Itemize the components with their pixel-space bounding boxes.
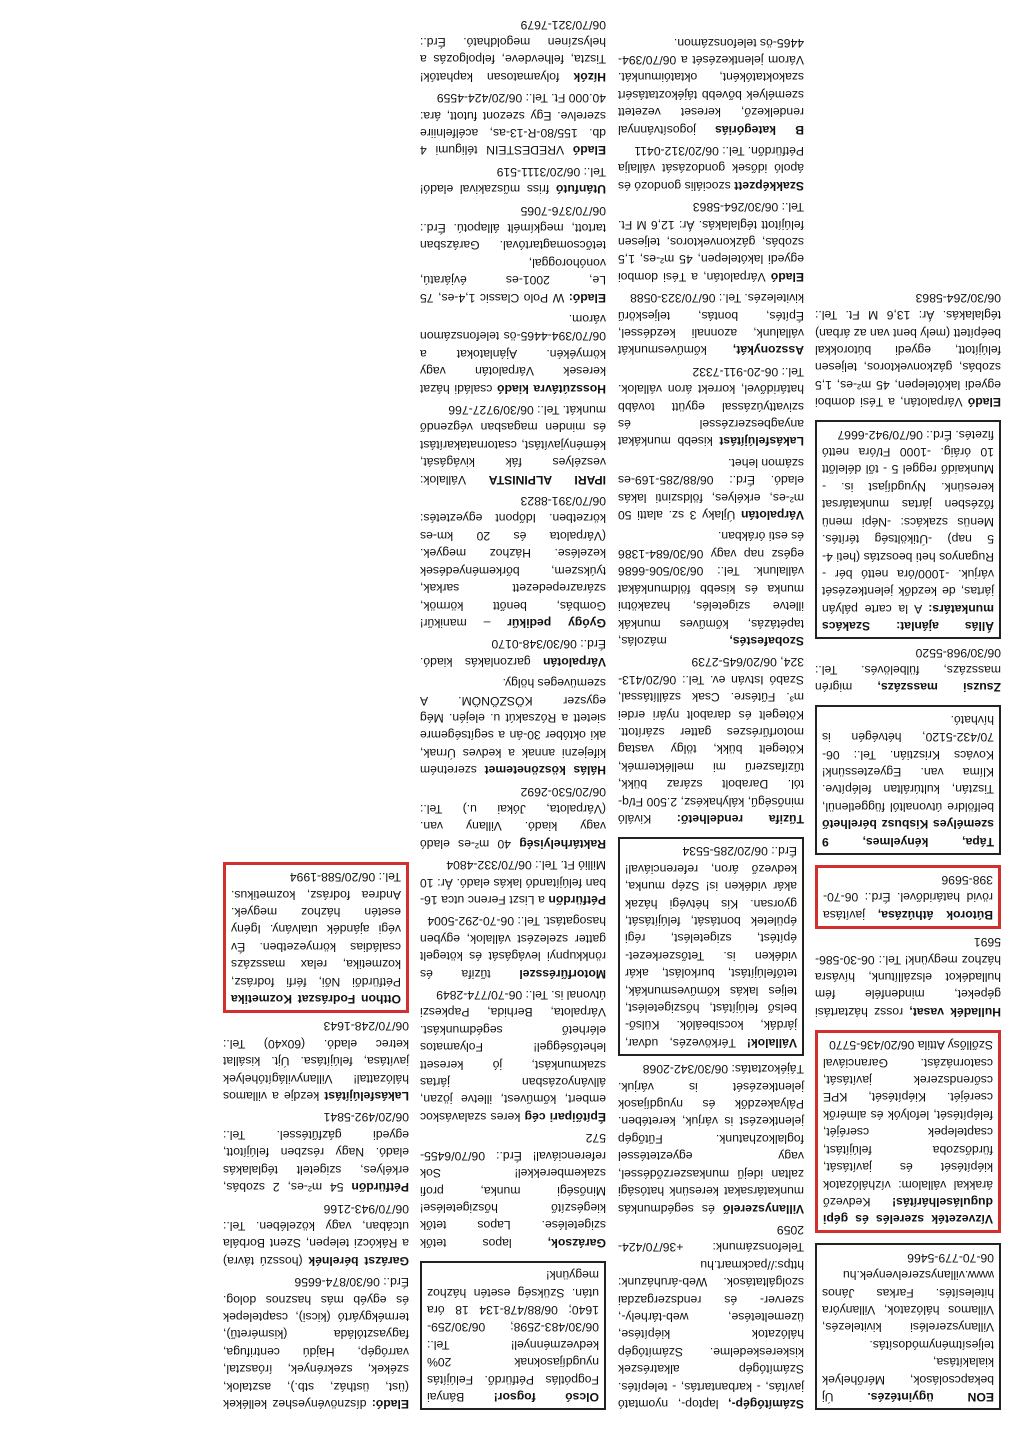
ad-text: lapos tetők szigetelése. Lapos tetők kiegészítő hőszigetelése! Minőségi munka, profi szakemberekkel! Sok referenciával! Érd.: 06/70/6455-572	[420, 1131, 606, 1250]
ad-lakasfelujitas-villamos	[223, 1017, 409, 1104]
ad-text: Kedvező árakkal vállalom: vízhálózatok kiépítését és javítását, fürdőszoba felújítást, csaptelepek cseréjét, felépítését, lefolyók és almérők cseréjét. Kiépítését, KPE csőrendszerek javítását, csatornázást. Garanciával Szőllősy Attila 06/20/436-5770	[823, 1038, 993, 1209]
ad-heading: Villanyszerelő	[722, 1201, 804, 1216]
ad-raktarhelyiseg	[420, 782, 606, 852]
ad-text: Új bekapcsolások, Mérőhelyek kialakítása, teljesítménymódosítás. Villanyszerelési kivitelezés, Villamos hálózatok, Villanyóra hitelesítés. Farkas János www.villanyszerelvenyek.hu 06-70-779-5466	[821, 1250, 994, 1404]
ad-heading: Lakásfelújítást	[719, 434, 804, 449]
ad-text: Vállalok: veszélyes fák kivágását, kéményjavítást, csatornatakarítást és minden magasban végzendő munkát. Tel.: 06/30/9727-766	[419, 403, 606, 487]
ad-text: garzonlakás kiadó. Érd.: 06/30/348-0170	[419, 637, 606, 669]
ad-text: (hosszú távra) a Rákóczi telepen, Szent Borbála utcában, vagy közelében. Tel.: 06/70/943-2166	[222, 1201, 409, 1268]
ad-heading: Utánfutó	[555, 182, 606, 197]
ad-text: javítása rövid határidővel. Érd.: 06-70-398-5696	[823, 873, 993, 922]
ad-text: dísznövényeshez kellékek (üst, üstház, stb.), asztalok, székek, szekrények, íróasztal, varrógép, Hajdú centrifuga, fagyasztóláda (kisméretű), termékgyártó (kicsi), csaptelepek és egyéb más hasznos dolog. Érd.: 06/30/874-6656	[222, 1275, 409, 1411]
ad-text: Bányai Fogpótlás Pétfürdő. Felújítás nyugdíjasoknak 20% kedvezménnyel! Tel.: 06/30/483-2598; 06/30/259-1640; 06/88/478-134 18 óra után. Szükség esetén házhoz megyünk!	[427, 1268, 599, 1404]
ad-varpalotan-lakas	[618, 453, 804, 523]
ad-text: 54 m²-es, 2 szobás, erkélyes, szigetelt téglalakás eladó. Nagy részben felújított, egyedi gázfűtéssel. Tel.: 06/20/492-5841	[223, 1110, 409, 1195]
ad-text: W Polo Classic 1,4-es, 75 Le, 2001-es évjáratú, vonóhoroggal, tetőcsomagtartóval. Garázsban tartott, megkímélt állapotú. Érd.: 06/70/376-7065	[420, 203, 606, 305]
ad-text: – manikűr! Gombás, benőtt körmök, szárazrepedezett sarkak, tyúkszem, bőrkeményedések kezelése. Házhoz megyek. (Várpalota és 20 km-es körzetben. Időpont egyeztetés: 06/70/391-8823	[420, 494, 606, 630]
ad-heading: Asszonykát,	[732, 343, 804, 358]
ad-butorok-athuzasa	[815, 865, 1001, 929]
ad-heading: Hízók	[573, 69, 606, 84]
ad-text: szociális gondozó és ápoló idősek gondozását vállalja Pétfürdőn. Tel.: 06/20/312-0411	[618, 143, 804, 193]
ad-heading: Lakásfelújítást	[324, 1089, 409, 1104]
ad-column-3	[420, 11, 606, 1412]
ad-text: Várpalotán, a Tési domboi egyedi lakótelepen, 45 m²-es, 1,5 szobás, gázkonvektoros, teljesen felújított, egyedi bútorokkal beépített (mely bent van az árban) téglalakás. Ár: 13,6 M Ft. Tel.: 06/30/264-5863	[815, 290, 1001, 410]
ad-text: laptop-, nyomtató javítás, - karbantartás, - telepítés. Számítógép alkatrészek kiskereskedelme. Számítógép hálózatok kiépítése, üzemeltetése, web-tárhely-, szerver- és rendszergazdai szolgáltatások. Web-áruházunk: https://packmart.hu Telefonszámunk: +36/70/424-2059	[618, 1222, 804, 1411]
ad-elado-tesi-domb	[618, 198, 804, 285]
ad-heading: Építőipari cég	[524, 1109, 606, 1124]
ad-text: kőművesmunkát vállalunk, azonnali kezdéssel, Építés, bontás, teljeskörű kivitelezés. Tel.: 06/70/323-0588	[618, 291, 804, 358]
ad-garzonlakas	[420, 635, 606, 670]
ad-text: VREDESTEIN téligumi 4 db. 155/80-R-13-as, acélfelniire szerelve. Egy szezont futott, ára: 40.000 Ft. Tel.: 06/20/424-4559	[420, 91, 606, 158]
ad-heading: B kategóriás	[715, 122, 804, 137]
ad-olcso-fogsor	[420, 1261, 606, 1410]
ad-heading: Gyógy pedikűr	[507, 615, 606, 630]
ad-hosszutavra-kiado	[420, 310, 606, 397]
ad-column-2	[618, 29, 804, 1412]
ad-heading: Zsuzsi masszázs,	[877, 680, 1001, 695]
ad-heading: Tápa, kényelmes, 9 személyes Kisbusz bérelhető	[822, 817, 994, 849]
ad-szamitogep-javitas	[618, 1221, 804, 1412]
ad-heading: Vállalok!	[746, 1035, 797, 1050]
ad-heading: Vízvezeték szerelés és gépi duguláselhárítás!	[823, 1194, 993, 1227]
ad-szobafestes	[618, 527, 804, 649]
ad-heading: Tűzifa rendelhető:	[676, 812, 804, 826]
ad-heading: Bútorok áthúzása,	[877, 907, 993, 922]
ad-heading: Motorfűrésszel	[519, 966, 606, 981]
ad-heading: Hulladék vasat,	[909, 1004, 1001, 1019]
ad-allas-ajanlat-szakacs	[815, 420, 1001, 639]
ad-garazsok	[420, 1129, 606, 1251]
ad-text: szeretném kifejezni annak a kedves Úrnak, aki október 30-án a segítségemre sietett a Rózsakút u. elején. Még egyszer KÖSZÖNÖM. A szemüveges hölgy.	[419, 676, 606, 778]
ad-heading: Hálás köszönetemet	[484, 763, 606, 778]
ad-text: kisebb munkákat anyagbeszerzéssel és szivattyúzással együtt tovább határidővel, korrekt áron vállalok. Tel.: 06-20-911-7332	[618, 364, 804, 449]
ad-lakasfelujitas	[618, 362, 804, 449]
ad-text: Várpalotán, a Tési domboi egyedi lakótelepen, 45 m²-es, 1,5 szobás, gázkonvektoros, teljesen felújított téglalakás. Ár: 12,6 M Ft. Tel.: 06/30/264-5863	[618, 200, 804, 284]
ad-elado-teglalakas	[815, 288, 1001, 410]
ad-elado-teligumi	[420, 89, 606, 159]
ad-heading: Várpalotán	[543, 654, 606, 669]
ad-heading: Állás ajánlat: Szakács munkatárs:	[822, 601, 994, 634]
ad-text: jogosítvánnyal rendelkező, kereset vezetett személyek bővebb tájékoztatásért szakoktatóként, oktatóimunkát. Várom jelentkezését a 06/70/394-4465-ös telefonszámon.	[618, 35, 804, 137]
ad-heading: Otthon Fodrászat Kozmetika	[231, 992, 401, 1007]
ad-text: tűzifa és rönkkupnyi levágását és kötegelt gatter szelezést vállalok, egyben hasogatást. Tel.: 06-70-292-5004	[420, 914, 606, 981]
ad-hulladek-vas	[815, 933, 1001, 1020]
ad-kisbusz-berelheto	[815, 705, 1001, 854]
ad-elado-polo	[420, 201, 606, 305]
ad-heading: Raktárhelyiség	[519, 836, 606, 851]
ad-heading: IPARI ALPINISTA	[488, 472, 606, 487]
ad-heading: EON ügyintézés.	[867, 1390, 994, 1404]
ad-heading: Olcsó fogsor!	[493, 1390, 599, 1404]
ad-column-4	[223, 852, 409, 1412]
ad-eon-ugyintezes	[815, 1243, 1001, 1410]
ad-text: Pétfürdői Női, férfi fodrász, kozmetika, relax masszázs családias környezetben. Év végi ajándék utalvány. Igény esetén házhoz megyek. Andrea fodrász, kozmetikus. Tel.: 06/20/588-1994	[231, 870, 401, 989]
ad-text: folyamatosan kaphatók! Tiszta, felhevdeve, felpolgozás a helyszínen megoldható. Érd.: 06/70/321-7679	[420, 17, 606, 84]
ad-zsuzsi-masszazs	[815, 643, 1001, 695]
ad-text: és segédmunkás munkatársakat keresünk hatósági zaltan idejű munkaszerződéssel, vagy egyeztetéssel foglalkozhatunk. Fűtőgép jelentkezést is várjuk, keretében. Pályakezdők és nyugdíjasok jelentkezését is várjuk. Tájékoztatás: 06/30/342-2068	[617, 1062, 804, 1216]
ad-hizok	[420, 15, 606, 85]
ad-heading: Eladó:	[371, 1397, 409, 1411]
ad-text: mázolás, tapétázás, kőműves munkák illetve szigetelés, hazakötni munka és kisebb földmunkákat vállalunk. Tel.: 06/30/506-6686 egész nap vagy 06/30/684-1386 és esti órákban.	[618, 529, 804, 648]
ad-tuzifa-rendelheto	[618, 653, 804, 827]
ad-text: 40 m²-es eladó vagy kiadó. Villany van. (Várpalota, Jókai u.) Tel.: 06/20/530-2692	[419, 784, 606, 851]
ad-text: Újlaky 3 sz. alatti 50 m²-es, erkélyes, földszinti lakás eladó. Érd.: 06/88/285-169-es számon lehet.	[618, 455, 804, 523]
ad-heading: Garázst bérelnék	[308, 1253, 409, 1268]
ad-heading: Eladó	[967, 395, 1001, 410]
ad-heading: Pétfürdőn	[351, 1180, 409, 1195]
ad-heading: Számítógép-,	[728, 1397, 804, 1411]
ad-text: friss műszakival eladó! Tel.: 06/20/3111-519	[420, 164, 606, 197]
ad-text: Térkövezés, udvar, járdák, kocsibeálók. Külső-belső felújítást, hőszigetelést, teljes lakás kőművesmunkák, tetőfelújítást, burkolást, akár vidéken is. Tetőszerkezet-építést, szigetelést, régi épületek bontását, felújítását, gyorsan. Kis hétvégi házak akár vidéken is! Szép munka, kedvező áron, referenciával! Érd.: 06/20/285-5534	[624, 844, 797, 1050]
ad-gyogy-pedikur	[420, 492, 606, 631]
ad-asszonykat	[618, 289, 804, 359]
ad-epitoipari-ceg	[420, 986, 606, 1125]
ad-halas-koszonet	[420, 674, 606, 778]
ad-heading: Hosszútávra kiadó	[497, 381, 606, 396]
ad-vallalok-terkovezes	[618, 837, 804, 1056]
ad-heading: Garázsok,	[547, 1235, 606, 1250]
ad-vizvezetek-szereles	[815, 1030, 1001, 1233]
ad-petfurdon-lakas	[420, 856, 606, 908]
ad-heading: Eladó	[572, 143, 606, 158]
ad-otthon-fodraszat	[223, 862, 409, 1013]
ad-text: A la carte pályán jártas, de kezdők jelentkezését várjuk. -1000/óra nettó bér -Ruganyos heti beosztás (heti 4-5 nap) -Útiköltség térítés. Menüs szakács: -Népi menü főzésben jártas munkatársat keresünk. Nyugdíjast is. - Munkaidő reggel 5 - től délelőtt 10 óráig. -1000 Ft/óra nettó fizetés. Érd.: 06/70/942-6667	[821, 427, 994, 616]
ad-szakkepzett-gondozo	[618, 142, 804, 194]
ad-text: keres szalaváskoc embert, kőművest, illetve jözan, állványozásban jártas szakmunkást, jó keresett lehetőséggel! Folyamatos elérhető segédmunkást. Várpalota, Berhida, Papkeszi útvonal is. Tel.: 06-70/774-2849	[420, 988, 606, 1124]
ad-heading: Eladó:	[568, 290, 606, 305]
ad-heading: Várpalotán	[741, 508, 804, 523]
ad-column-1	[815, 284, 1001, 1412]
ad-heading: Eladó	[770, 269, 804, 284]
ad-b-kategorias	[618, 33, 804, 137]
ad-heading: Szobafestés,	[729, 633, 804, 648]
ad-text: belföldre útvonaltól függetlenül, Tisztán, kultúráltan felépítve. Klíma van. Egyeztessünk! Kovács Krisztián. Tel.: 06-70/432-5120, hétvégén is hívható.	[822, 712, 994, 814]
ad-motorfuresszel	[420, 912, 606, 982]
ad-text: kezdje a villamos hálózattal! Villanyvilágítóhelyek javítása, felújítása. Újt. kisállat ketrec eladó. (60x40) Tel.: 06/70/248-1643	[223, 1019, 409, 1104]
ad-villanyszerelo	[618, 1060, 804, 1217]
ad-elado-kellekek	[223, 1273, 409, 1412]
ad-petfurdon-teglalakas	[223, 1108, 409, 1195]
ad-text: rossz háztartási gépeket, mindenféle fém hulladékot elszállítunk, hívásra házhoz megyünk! Tel.: 06-30-586-5691	[814, 935, 1001, 1019]
ad-text: családi házat keresek Várpalotán vagy környékén. Ajánlatokat a 06/70/394-4465-ös telefonszámon várom.	[419, 312, 606, 396]
ad-text: migrén masszázs, fülbelövés. Tel.: 06/30/968-5520	[815, 645, 1001, 695]
ad-garazst-berelnek	[223, 1199, 409, 1269]
ad-ipari-alpinista	[420, 401, 606, 488]
ad-heading: Szakképzett	[734, 178, 804, 193]
ad-text: Kiváló minőségű, kályhakész, 2.500 Ft/q-tól. Darabolt száraz bükk, tűzifaszerű mi melléktermék, Kötegelt bükk, tölgy vastag motorfűrészes gatter szárított. Kötegelt és darabolt nyári erdei m³. Fűtésre. Csak szállítással, Szabó István ev. Tel.: 06/20/413-324, 06/20/645-2739	[617, 655, 804, 826]
ad-utanfuto	[420, 162, 606, 197]
ad-text: a Liszt Ferenc utca 16-ban felújítandó lakás eladó. Ár: 10 Millió Ft. Tel.: 06/70/332-4804	[420, 858, 606, 908]
ad-heading: Pétfürdőn	[548, 893, 606, 908]
